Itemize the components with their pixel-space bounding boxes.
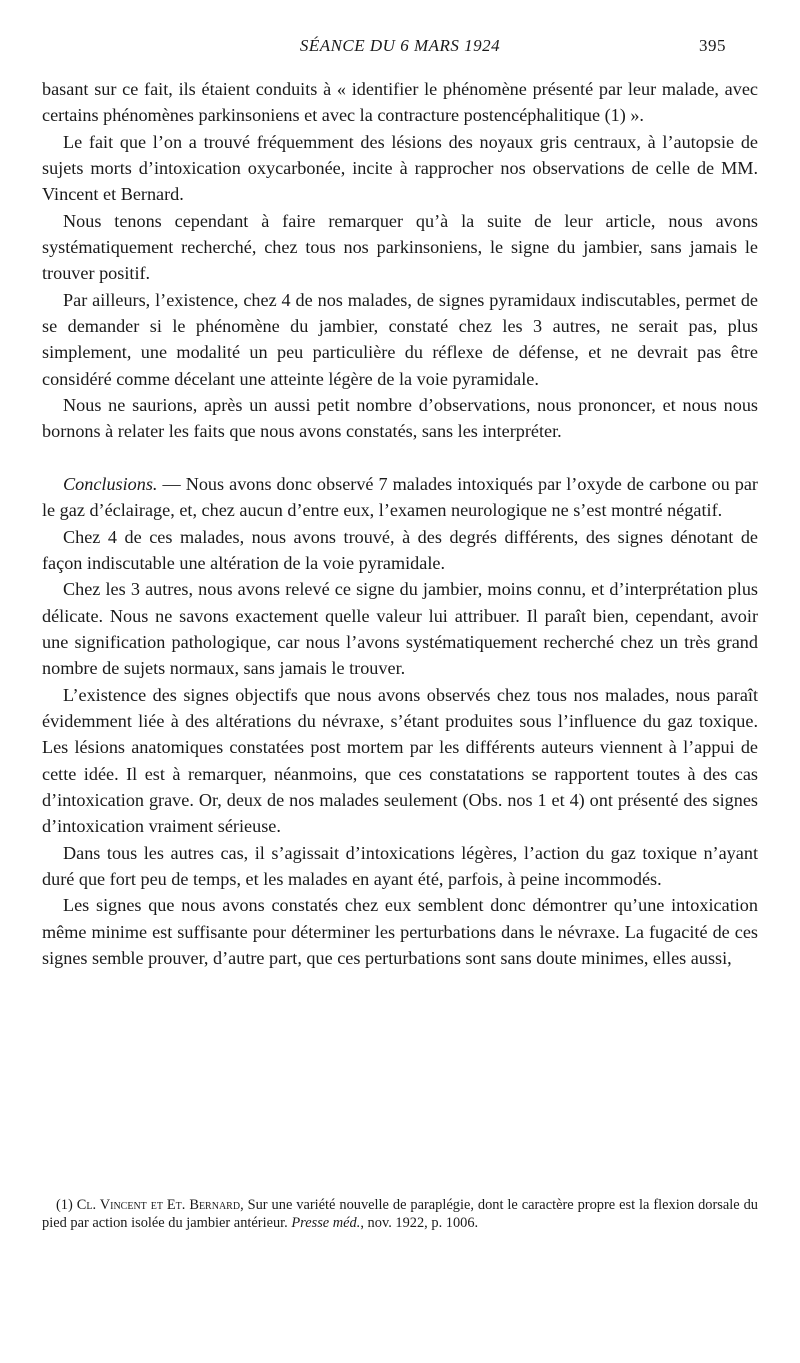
paragraph: Nous ne saurions, après un aussi petit nombre d’observations, nous prononcer, et nous nous bornons à relater les faits que nous avons constatés, sans les interpréter. [42,395,758,442]
body-text [42,76,758,971]
paragraph: L’existence des signes objectifs que nous avons observés chez tous nos malades, nous paraît évidemment liée à des altérations du névraxe, s’étant produites sous l’influence du gaz toxique. Les lésions anatomiques constatées post mortem par les différents auteurs viennent à l’appui de cette idée. Il est à remarquer, néanmoins, que ces constatations se rapportent toutes à des cas d’intoxication grave. Or, deux de nos malades seulement (Obs. nos 1 et 4) ont présenté des signes d’intoxication vraiment sérieuse. [42,684,758,837]
footnote-citation: , nov. 1922, p. 1006. [360,1215,479,1231]
footnote-journal: Presse méd. [291,1215,361,1231]
paragraph: Chez les 3 autres, nous avons relevé ce signe du jambier, moins connu, et d’interprétation plus délicate. Nous ne savons exactement quelle valeur lui attribuer. Il paraît bien, cependant, avoir une signification pathologique, car nous l’avons systématiquement recherché chez un très grand nombre de sujets normaux, sans jamais le trouver. [42,579,758,679]
page-number: 395 [699,36,726,55]
paragraph: Dans tous les autres cas, il s’agissait d’intoxications légères, l’action du gaz toxique n’ayant duré que fort peu de temps, et les malades en ayant été, parfois, à peine incommodés. [42,842,758,889]
footnote-authors: Cl. Vincent et Et. Bernard [76,1197,241,1213]
paragraph: Chez 4 de ces malades, nous avons trouvé, à des degrés différents, des signes dénotant de façon indiscutable une altération de la voie pyramidale. [42,526,758,573]
footnote-text: , Sur une variété nouvelle de paraplégie, dont le caractère propre est la flexion dorsale du pied par action isolée du jambier antérieur. [42,1197,758,1231]
conclusions-text: — Nous avons donc observé 7 malades intoxiqués par l’oxyde de carbone ou par le gaz d’éclairage, et, chez aucun d’entre eux, l’examen neurologique ne s’est montré négatif. [42,473,758,521]
running-header [0,36,800,60]
paragraph: Nous tenons cependant à faire remarquer qu’à la suite de leur article, nous avons systématiquement recherché, chez tous nos parkinsoniens, le signe du jambier, sans jamais le trouver positif. [42,210,758,284]
paragraph: Le fait que l’on a trouvé fréquemment des lésions des noyaux gris centraux, à l’autopsie de sujets morts d’intoxication oxycarbonée, incite à rapprocher nos observations de celle de MM. Vincent et Bernard. [42,131,758,205]
footnote-marker: (1) [56,1197,73,1213]
footnote [42,1196,758,1232]
running-title: SÉANCE DU 6 MARS 1924 [299,36,501,55]
paragraph: Les signes que nous avons constatés chez eux semblent donc démontrer qu’une intoxication même minime est suffisante pour déterminer les perturbations dans le névraxe. La fugacité de ces signes semble prouver, d’autre part, que ces perturbations sont sans doute minimes, elles aussi, [42,895,758,968]
conclusions-paragraph [42,471,758,524]
paragraph: Par ailleurs, l’existence, chez 4 de nos malades, de signes pyramidaux indiscutables, permet de se demander si le phénomène du jambier, constaté chez les 3 autres, ne serait pas, plus simplement, une modalité un peu particulière du réflexe de défense, et ne devrait pas être considéré comme décelant une atteinte légère de la voie pyramidale. [42,289,758,389]
paragraph: basant sur ce fait, ils étaient conduits à « identifier le phénomène présenté par leur malade, avec certains phénomènes parkinsoniens et avec la contracture postencéphalitique (1) ». [42,79,758,126]
conclusions-heading: Conclusions. [63,473,158,494]
